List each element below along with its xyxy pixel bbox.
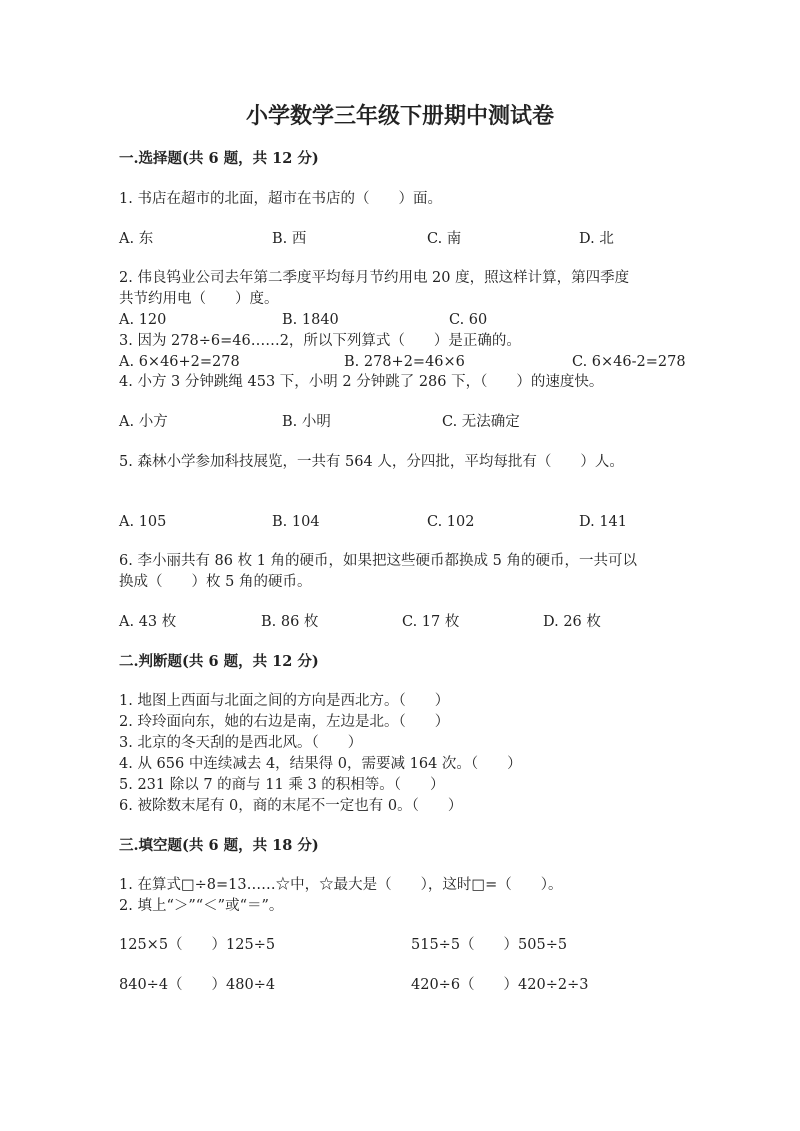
fill-question-1: 1. 在算式□÷8=13……☆中，☆最大是（ ），这时□=（ ）。 <box>119 877 563 893</box>
option-b: B. 278+2=46×6 <box>344 354 465 370</box>
section-heading-fill: 三.填空题(共 6 题，共 18 分) <box>119 837 319 854</box>
judgment-item: 6. 被除数末尾有 0，商的末尾不一定也有 0。（ ） <box>119 798 463 814</box>
option-c: C. 102 <box>427 514 475 530</box>
option-c: C. 无法确定 <box>442 414 520 430</box>
question-2-stem-line1: 2. 伟良钨业公司去年第二季度平均每月节约用电 20 度，照这样计算，第四季度 <box>119 270 630 286</box>
compare-item: 420÷6（ ）420÷2÷3 <box>411 977 589 993</box>
judgment-item: 1. 地图上西面与北面之间的方向是西北方。（ ） <box>119 693 450 709</box>
section-heading-choice: 一.选择题(共 6 题，共 12 分) <box>119 150 319 167</box>
option-b: B. 86 枚 <box>261 614 319 630</box>
option-d: D. 141 <box>579 514 628 530</box>
judgment-item: 5. 231 除以 7 的商与 11 乘 3 的积相等。（ ） <box>119 777 445 793</box>
compare-item: 125×5（ ）125÷5 <box>119 937 276 953</box>
question-5-stem: 5. 森林小学参加科技展览，一共有 564 人，分四批，平均每批有（ ）人。 <box>119 454 624 470</box>
option-c: C. 6×46-2=278 <box>572 354 686 370</box>
option-a: A. 东 <box>119 231 154 247</box>
fill-question-2: 2. 填上“＞”“＜”或“＝”。 <box>119 898 284 914</box>
option-c: C. 17 枚 <box>402 614 460 630</box>
option-a: A. 小方 <box>119 414 168 430</box>
compare-item: 840÷4（ ）480÷4 <box>119 977 276 993</box>
option-b: B. 西 <box>272 231 307 247</box>
option-d: D. 北 <box>579 231 614 247</box>
judgment-item: 3. 北京的冬天刮的是西北风。（ ） <box>119 735 363 751</box>
option-c: C. 南 <box>427 231 462 247</box>
compare-item: 515÷5（ ）505÷5 <box>411 937 568 953</box>
question-2-stem-line2: 共节约用电（ ）度。 <box>119 291 279 307</box>
section-heading-judgment: 二.判断题(共 6 题，共 12 分) <box>119 653 319 670</box>
option-b: B. 小明 <box>282 414 331 430</box>
question-3-stem: 3. 因为 278÷6=46……2，所以下列算式（ ）是正确的。 <box>119 333 521 349</box>
judgment-item: 4. 从 656 中连续减去 4，结果得 0，需要减 164 次。（ ） <box>119 756 522 772</box>
page-title: 小学数学三年级下册期中测试卷 <box>245 103 554 129</box>
option-b: B. 1840 <box>282 312 339 328</box>
question-4-stem: 4. 小方 3 分钟跳绳 453 下，小明 2 分钟跳了 286 下，（ ）的速度快。 <box>119 374 604 390</box>
option-a: A. 6×46+2=278 <box>119 354 240 370</box>
option-d: D. 26 枚 <box>543 614 601 630</box>
question-6-stem-line1: 6. 李小丽共有 86 枚 1 角的硬币，如果把这些硬币都换成 5 角的硬币，一共可以 <box>119 553 637 569</box>
option-a: A. 43 枚 <box>119 614 177 630</box>
option-a: A. 105 <box>119 514 167 530</box>
option-b: B. 104 <box>272 514 320 530</box>
judgment-item: 2. 玲玲面向东，她的右边是南，左边是北。（ ） <box>119 714 450 730</box>
question-6-stem-line2: 换成（ ）枚 5 角的硬币。 <box>119 574 312 590</box>
question-1-stem: 1. 书店在超市的北面，超市在书店的（ ）面。 <box>119 191 442 207</box>
option-a: A. 120 <box>119 312 167 328</box>
option-c: C. 60 <box>449 312 488 328</box>
